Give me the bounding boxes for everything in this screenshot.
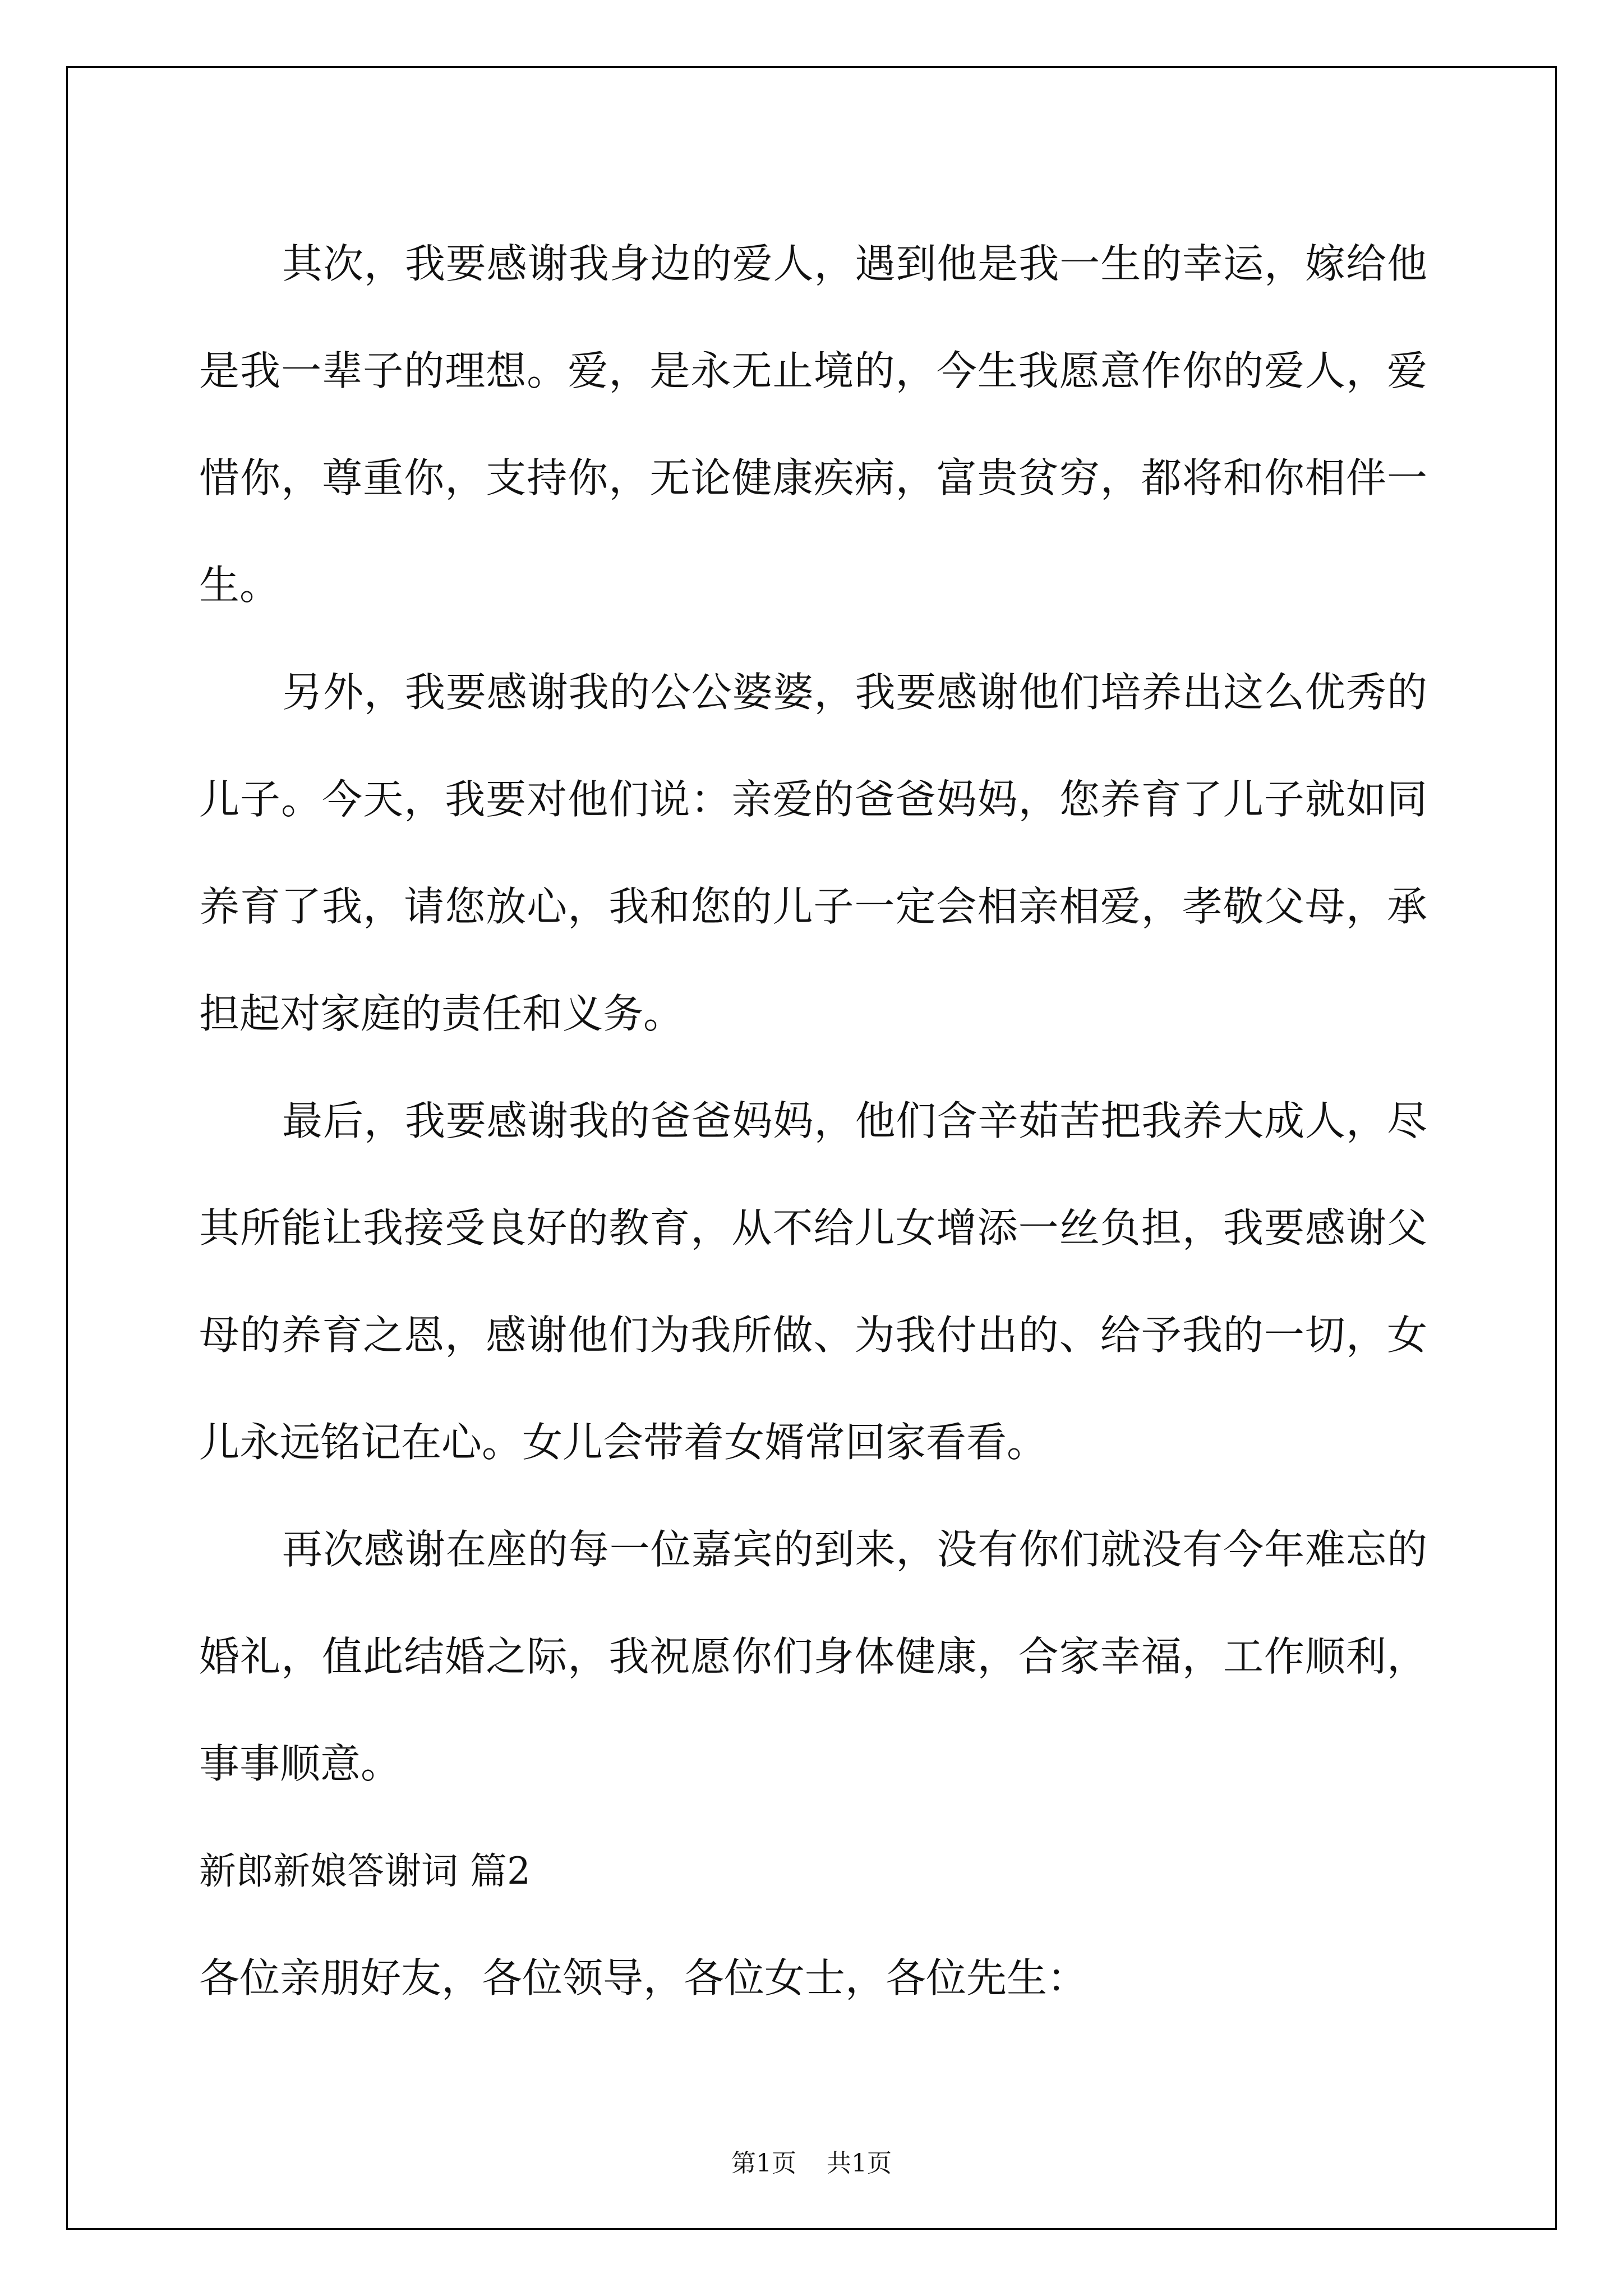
page-number: 第1页 <box>731 2149 796 2178</box>
page-footer <box>0 2143 1623 2179</box>
paragraph-thanks-in-laws: 另外，我要感谢我的公公婆婆，我要感谢他们培养出这么优秀的儿子。今天，我要对他们说：亲爱的爸爸妈妈，您养育了儿子就如同养育了我，请您放心，我和您的儿子一定会相亲相爱，孝敬父母，承担起对家庭的责任和义务。 <box>199 669 1427 1037</box>
paragraph-thanks-parents: 最后，我要感谢我的爸爸妈妈，他们含辛茹苦把我养大成人，尽其所能让我接受良好的教育，从不给儿女增添一丝负担，我要感谢父母的养育之恩，感谢他们为我所做、为我付出的、给予我的一切，女儿永远铭记在心。女儿会带着女婿常回家看看。 <box>199 1097 1427 1466</box>
document-body <box>199 210 1427 2032</box>
paragraph-thanks-spouse: 其次，我要感谢我身边的爱人，遇到他是我一生的幸运，嫁给他是我一辈子的理想。爱，是永无止境的，今生我愿意作你的爱人，爱惜你，尊重你，支持你，无论健康疾病，富贵贫穷，都将和你相伴一生。 <box>199 240 1427 609</box>
total-pages: 共1页 <box>827 2149 892 2178</box>
greeting-line: 各位亲朋好友，各位领导，各位女士，各位先生： <box>199 1954 1088 2001</box>
section-heading: 新郎新娘答谢词 篇2 <box>199 1849 531 1893</box>
paragraph-thanks-guests: 再次感谢在座的每一位嘉宾的到来，没有你们就没有今年难忘的婚礼，值此结婚之际，我祝愿你们身体健康，合家幸福，工作顺利，事事顺意。 <box>199 1526 1427 1787</box>
